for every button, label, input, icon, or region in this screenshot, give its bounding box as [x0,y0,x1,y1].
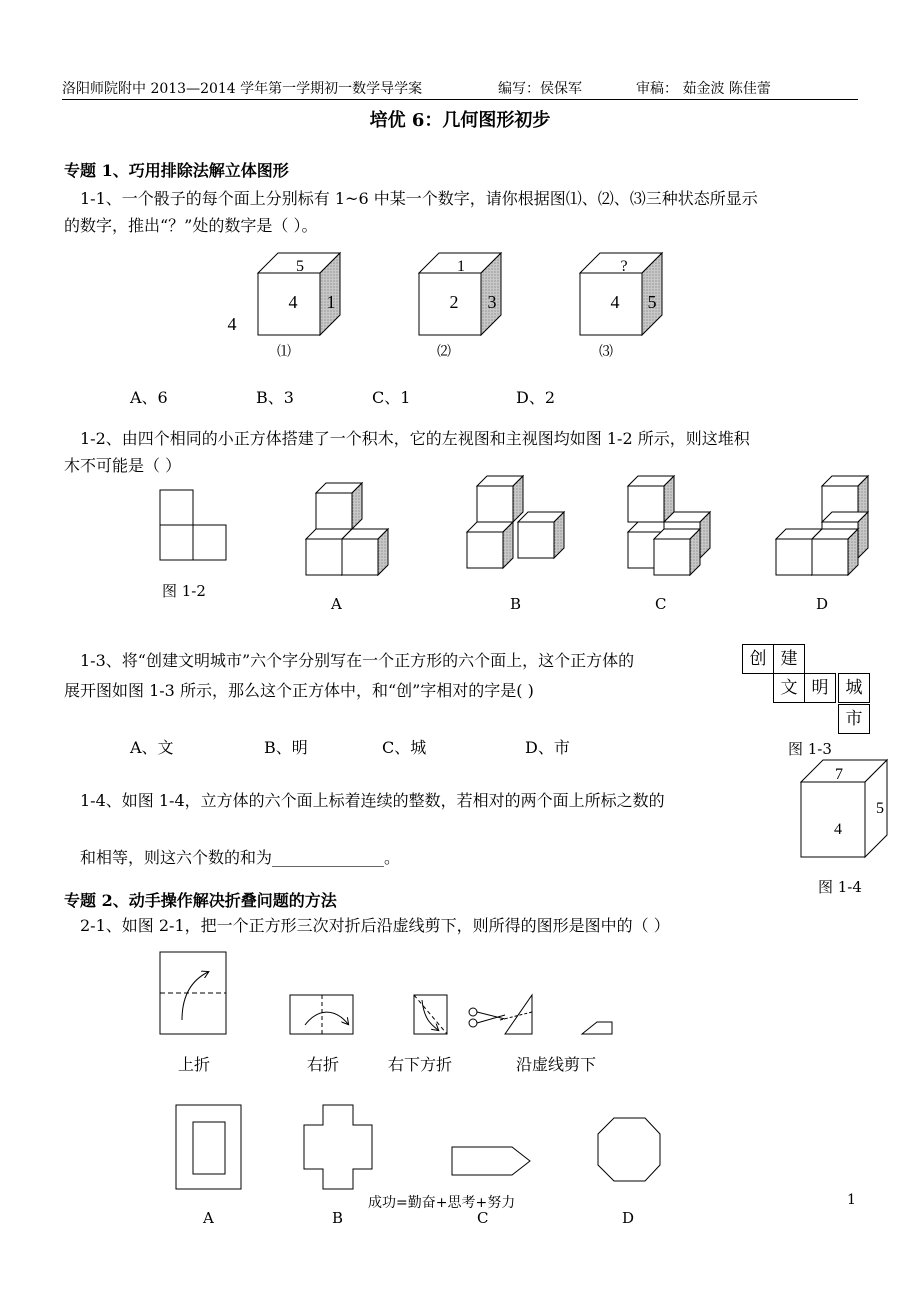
answer-shape-b [304,1105,372,1189]
die2-caption: ⑵ [437,345,451,360]
q2-1-line1: 2-1、如图 2-1，把一个正方形三次对折后沿虚线剪下，则所得的图形是图中的（ ） [80,916,670,935]
net-cell-shi: 市 [838,704,870,734]
header-reviewer: 审稿： 茹金波 陈佳蕾 [636,81,771,97]
q1-1-option-d: D、2 [516,388,556,407]
q1-2-choice-d: D [816,595,829,613]
q1-3-option-a: A、文 [130,738,174,757]
q1-1-option-c: C、1 [372,388,411,407]
q1-2-choice-c: C [655,595,667,613]
answer-shape-d [598,1118,660,1181]
q1-1-line2: 的数字，推出“？”处的数字是（ ）。 [64,216,318,235]
step-cut [469,995,532,1034]
step-fold-diagonal [414,995,447,1034]
die3-right: 5 [647,292,657,312]
net-cell-wen: 文 [773,673,805,703]
net-cell-cheng: 城 [838,673,870,703]
answer-shape-a [176,1105,241,1189]
cube-right: 5 [876,800,884,817]
cut-result-piece [582,1022,612,1034]
q1-3-option-c: C、城 [382,738,427,757]
page-number: 1 [847,1192,856,1208]
q1-2-choice-a: A [331,595,342,613]
q2-1-choice-a: A [203,1209,214,1227]
q2-1-choice-d: D [622,1209,635,1227]
die3-top: ? [620,258,628,275]
step-fold-up [160,952,226,1034]
die3-front: 4 [610,292,620,312]
step-label-2: 右折 [307,1055,340,1074]
net-cell-jian: 建 [773,644,805,674]
net-cell-chuang: 创 [742,644,774,674]
topic1-heading: 专题 1、巧用排除法解立体图形 [64,161,289,180]
step-label-1: 上折 [178,1055,211,1074]
q2-1-choice-c: C [477,1209,489,1227]
stray-digit: 4 [227,314,237,334]
q1-1-line1: 1-1、一个骰子的每个面上分别标有 1~6 中某一个数字，请你根据图⑴、⑵、⑶三种状态所显示 [80,189,758,208]
q2-1-choice-b: B [332,1209,344,1227]
die1-top: 5 [296,258,304,275]
die2-top: 1 [457,258,465,275]
q1-1-option-a: A、6 [130,388,168,407]
page-title: 培优 6：几何图形初步 [369,110,551,131]
die2-right: 3 [487,292,497,312]
step-label-3: 右下方折 [388,1055,453,1074]
header-school: 洛阳师院附中 2013—2014 学年第一学期初一数学导学案 [62,81,423,97]
q1-3-option-d: D、市 [525,738,570,757]
q1-1-option-b: B、3 [256,388,294,407]
cube-front: 4 [834,821,842,838]
q1-3-option-b: B、明 [264,738,308,757]
die1-caption: ⑴ [277,345,291,360]
die1-right: 1 [326,292,336,312]
net-cell-ming: 明 [804,673,836,703]
fig-1-2-caption: 图 1-2 [162,582,206,600]
header-author: 编写：侯保军 [498,81,582,97]
cube-top: 7 [835,766,843,783]
q1-3-line1: 1-3、将“创建文明城市”六个字分别写在一个正方形的六个面上，这个正方体的 [80,651,635,670]
fig-1-3-caption: 图 1-3 [788,740,832,758]
q1-2-line2: 木不可能是（ ） [64,456,182,475]
step-label-4: 沿虚线剪下 [516,1055,597,1074]
q1-2-choice-b: B [510,595,522,613]
q1-4-line1: 1-4、如图 1-4，立方体的六个面上标着连续的整数，若相对的两个面上所标之数的 [80,791,665,810]
die2-front: 2 [449,292,459,312]
topic2-heading: 专题 2、动手操作解决折叠问题的方法 [64,891,337,910]
fig-1-4-caption: 图 1-4 [818,878,862,896]
q1-4-line2: 和相等，则这六个数的和为______________。 [80,848,401,867]
die3-caption: ⑶ [599,345,613,360]
step-fold-right [290,995,353,1034]
footer-motto: 成功=勤奋+思考+努力 [368,1195,516,1211]
answer-shape-c [452,1147,530,1175]
die1-front: 4 [288,292,298,312]
q1-2-line1: 1-2、由四个相同的小正方体搭建了一个积木，它的左视图和主视图均如图 1-2 所示，则这堆积 [80,429,750,448]
q1-3-line2: 展开图如图 1-3 所示，那么这个正方体中，和“创”字相对的字是( ) [64,681,534,700]
